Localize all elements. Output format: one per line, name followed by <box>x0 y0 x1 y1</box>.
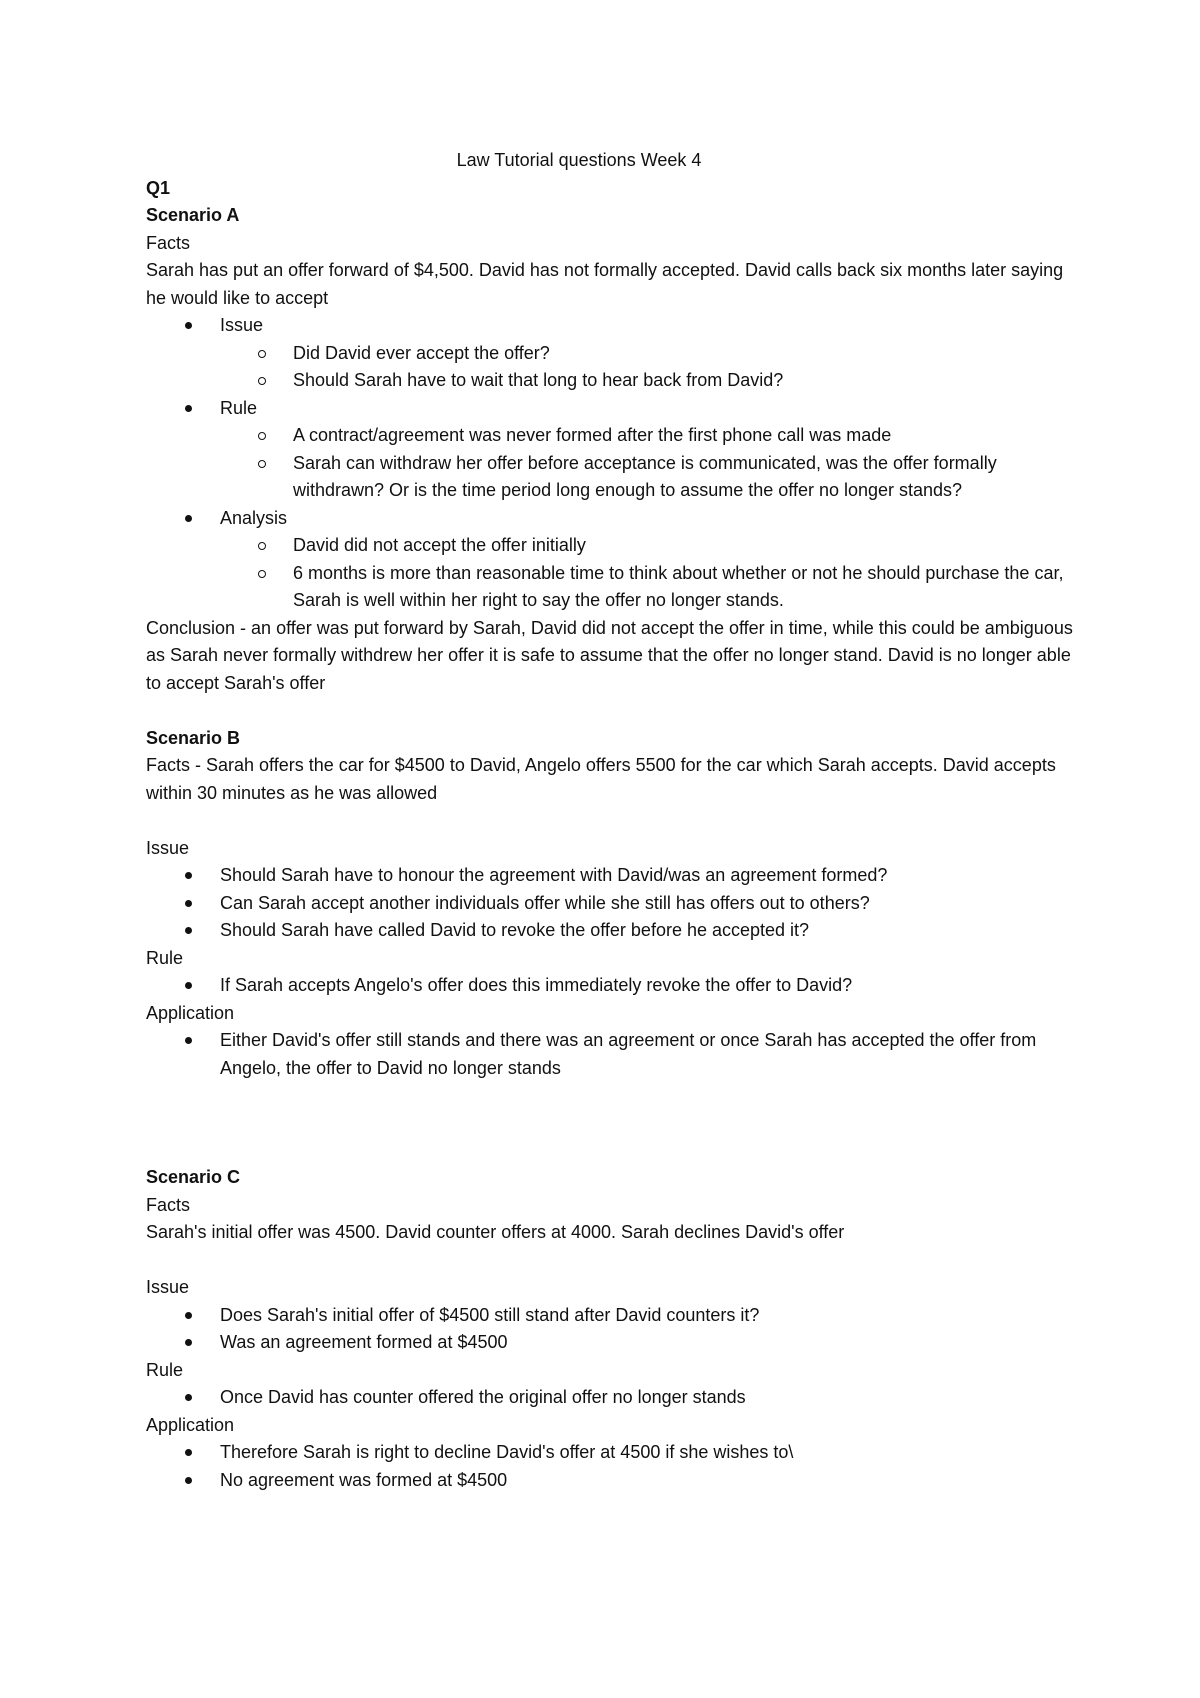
scenario-c-facts-text: Sarah's initial offer was 4500. David counter offers at 4000. Sarah declines David's offer <box>146 1222 845 1242</box>
scenario-a-rule-item: A contract/agreement was never formed after the first phone call was made <box>146 422 1076 450</box>
scenario-a-issue-item: Did David ever accept the offer? <box>146 340 1076 368</box>
scenario-b-rule-item: If Sarah accepts Angelo's offer does this immediately revoke the offer to David? <box>146 972 1076 1000</box>
scenario-a-rule-label: Rule <box>146 395 1076 423</box>
scenario-a-facts-text: Sarah has put an offer forward of $4,500. David has not formally accepted. David calls back six months later saying he would like to accept <box>146 260 1064 308</box>
scenario-c-rule-item: Once David has counter offered the original offer no longer stands <box>146 1384 1076 1412</box>
scenario-a-issue-item: Should Sarah have to wait that long to hear back from David? <box>146 367 1076 395</box>
scenario-b-facts-text: Facts - Sarah offers the car for $4500 to David, Angelo offers 5500 for the car which Sarah accepts. David accepts within 30 minutes as he was allowed <box>146 755 1056 803</box>
scenario-b-issue-item: Should Sarah have to honour the agreement with David/was an agreement formed? <box>146 862 1076 890</box>
scenario-b-issue-list <box>146 862 1076 945</box>
scenario-c-facts-label: Facts <box>146 1194 191 1215</box>
scenario-b-rule-label: Rule <box>146 947 184 968</box>
scenario-c-issue-item: Was an agreement formed at $4500 <box>146 1329 1076 1357</box>
scenario-c-issue-list <box>146 1302 1076 1357</box>
scenario-a-issue-label: Issue <box>146 312 1076 340</box>
document-body <box>146 147 1076 1494</box>
scenario-a-facts-label: Facts <box>146 232 191 253</box>
scenario-b-application-label: Application <box>146 1002 235 1023</box>
scenario-c-rule-label: Rule <box>146 1359 184 1380</box>
scenario-b-issue-label: Issue <box>146 837 190 858</box>
scenario-a-analysis-item: 6 months is more than reasonable time to think about whether or not he should purchase the car, Sarah is well within her right to say the offer no longer stands. <box>146 560 1076 615</box>
scenario-c-issue-item: Does Sarah's initial offer of $4500 still stand after David counters it? <box>146 1302 1076 1330</box>
scenario-c-application-item: Therefore Sarah is right to decline David's offer at 4500 if she wishes to\ <box>146 1439 1076 1467</box>
document-title: Law Tutorial questions Week 4 <box>456 150 702 170</box>
scenario-a-conclusion: Conclusion - an offer was put forward by Sarah, David did not accept the offer in time, while this could be ambiguous as Sarah never formally withdrew her offer it is safe to assume that the offer no longer stand. David is no longer able to accept Sarah's offer <box>146 617 1073 693</box>
scenario-c-application-list <box>146 1439 1076 1494</box>
scenario-a-heading: Scenario A <box>146 205 240 225</box>
scenario-a-analysis-label: Analysis <box>146 505 1076 533</box>
scenario-a-analysis-item: David did not accept the offer initially <box>146 532 1076 560</box>
scenario-b-issue-item: Should Sarah have called David to revoke the offer before he accepted it? <box>146 917 1076 945</box>
scenario-b-application-item: Either David's offer still stands and there was an agreement or once Sarah has accepted the offer from Angelo, the offer to David no longer stands <box>146 1027 1076 1082</box>
scenario-b-application-list <box>146 1027 1076 1082</box>
scenario-c-issue-label: Issue <box>146 1277 190 1297</box>
scenario-c-application-label: Application <box>146 1414 235 1435</box>
scenario-c-application-item: No agreement was formed at $4500 <box>146 1467 1076 1495</box>
scenario-c-heading: Scenario C <box>146 1167 241 1187</box>
scenario-b-rule-list <box>146 972 1076 1000</box>
scenario-b-heading: Scenario B <box>146 727 241 748</box>
scenario-c-rule-list <box>146 1384 1076 1412</box>
scenario-a-rule-item: Sarah can withdraw her offer before acceptance is communicated, was the offer formally withdrawn? Or is the time period long enough to assume the offer no longer stands? <box>146 450 1076 505</box>
scenario-b-issue-item: Can Sarah accept another individuals offer while she still has offers out to others? <box>146 890 1076 918</box>
question-heading: Q1 <box>146 177 171 198</box>
scenario-a-irac-list <box>146 312 1076 615</box>
